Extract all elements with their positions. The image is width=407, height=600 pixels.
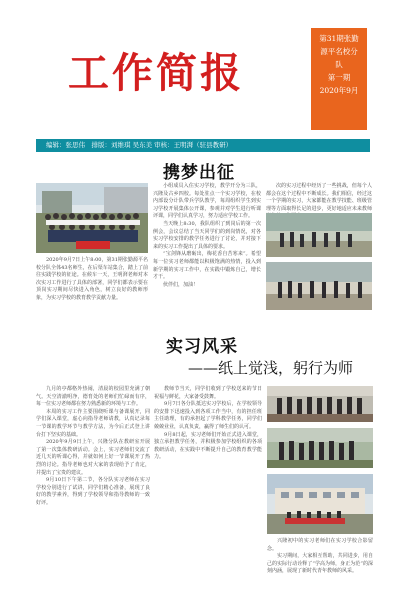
- issue-line-1: 第31期张勤: [319, 34, 359, 43]
- group-photo: [36, 183, 148, 253]
- paragraph: 次的实习过程中经历了一些挑战，但每个人都会在这个过程中不断成长。我们相信，经过这一个学期的实习，大家都能在教学技能、班级管理等方面取得长足的进步，更好地适应未来教师: [266, 183, 372, 212]
- issue-line-5: 2020年9月: [319, 86, 359, 95]
- section1-column-2: [153, 183, 261, 289]
- issue-line-3: 队: [335, 60, 343, 69]
- editor-credits-bar: 编辑：张思伟 排版：刘维琪 吴东美 审核：王明湃（驻县教研）: [36, 139, 370, 152]
- fieldtrip-photo-2: [266, 262, 372, 310]
- paragraph: 9月10日下午第二节，各分队实习老师在实习学校分别进行了试讲，同学们精心准备，展现了良好的教学素养，得到了学校领导和指导教师的一致好评。: [36, 477, 150, 506]
- section2-column-3: [267, 538, 373, 576]
- paragraph: 当天晚上8:30，我队组织了到岗后的第一次例会，会议总结了当天同学们的到岗情况，对各实习学校安排的教学任务进行了讨论，并对接下来的实习工作提出了具体的要求。: [153, 220, 261, 250]
- school-building-photo: [267, 474, 373, 534]
- paragraph: 2020年9月9日上午，兴隆分队在教研室开展了第一次集体教研活动。会上，实习老师们交流了近几天的听课心得，并就如何上好一节课展开了热烈的讨论。指导老师也对大家的表现给予了肯定，并提出了宝贵的建议。: [36, 439, 150, 476]
- issue-line-4: 第一期: [327, 73, 351, 82]
- section1-headline: 携梦出征: [163, 163, 235, 183]
- paragraph: 本周的实习工作主要围绕听课与备课展开，同学们深入课堂，虚心向指导老师请教，认真记录每一节课的教学环节与教学方法，为今后正式登上讲台打下坚实的基础。: [36, 408, 150, 438]
- issue-line-2: 源平名校分: [320, 47, 358, 56]
- classroom-photo-2: [267, 428, 373, 468]
- section2-column-2: [154, 386, 262, 462]
- paragraph: “宝剑锋从磨砺出，梅花香自苦寒来”。希望每一位实习老师都能以积极饱满的热情，投入到新学期的实习工作中，在实践中锻炼自己，增长才干。: [153, 251, 261, 281]
- paragraph: 9月8日起，实习老师们开始正式进入课堂，独立承担教学任务，并积极参加学校组织的各项教研活动，在实践中不断提升自己的教育教学能力。: [154, 431, 262, 461]
- paragraph: 伙伴们，加油！: [163, 281, 199, 288]
- paragraph: 九月的亭都格外热闹，清晨的校园里充满了朝气。天空清澈明净，德育处的老师们忙碌而有序，每一位实习老师都在努力熟悉新的环境与工作。: [36, 386, 150, 408]
- paragraph: 9月7日各分队抵达实习学校后，在学校领导的安排下迅速投入到各项工作当中，有的担任班主任助理，有的承担起了学科教学任务，同学们兢兢业业，认真负责，赢得了师生们的认可。: [154, 401, 262, 430]
- section2-headline: 实习风采: [166, 337, 238, 357]
- paragraph: 实习期间，大家相互帮助，共同进步，用自己的实际行动诠释了“学高为师，身正为范”的深刻内涵，展现了新时代青年教师的风采。: [267, 553, 373, 575]
- paragraph: 教师节当天，同学们收到了学校送来的节日祝福与鲜花，大家备受鼓舞。: [154, 386, 262, 400]
- paragraph: 兴隆初中的实习老师们在实习学校合影留念。: [267, 538, 373, 552]
- masthead-title: 工作简报: [68, 49, 244, 97]
- issue-info-box: [311, 28, 367, 130]
- classroom-photo-1: [267, 386, 373, 422]
- section2-subhead: ——纸上觉浅，躬行为师: [188, 359, 354, 377]
- paragraph: 小组成员入住实习学校，教学开分为三队，兴隆及古乡四校。每处驻点一个实习学校，在校内部设分计队带兵学队教学，每周组织学生到实习学校开展集体公开课，参观并对学生进行听课评课，同学们认真学习，努力适应学校工作。: [153, 183, 261, 220]
- section2-column-1: [36, 386, 150, 508]
- fieldtrip-photo-1: [266, 213, 372, 257]
- photo-caption: 2020年9月7日上午8:00，第31期张勤源平名校分队全体43名师生，在后渠车站集合，踏上了前往实践学校的征途。在候车一天，王明湃老师对本次实习工作进行了具体的部署，同学们都表示要在顶岗实习期间尽快进入角色，树立良好的教师形象，为实习学校的教育教学贡献力量。: [36, 257, 148, 301]
